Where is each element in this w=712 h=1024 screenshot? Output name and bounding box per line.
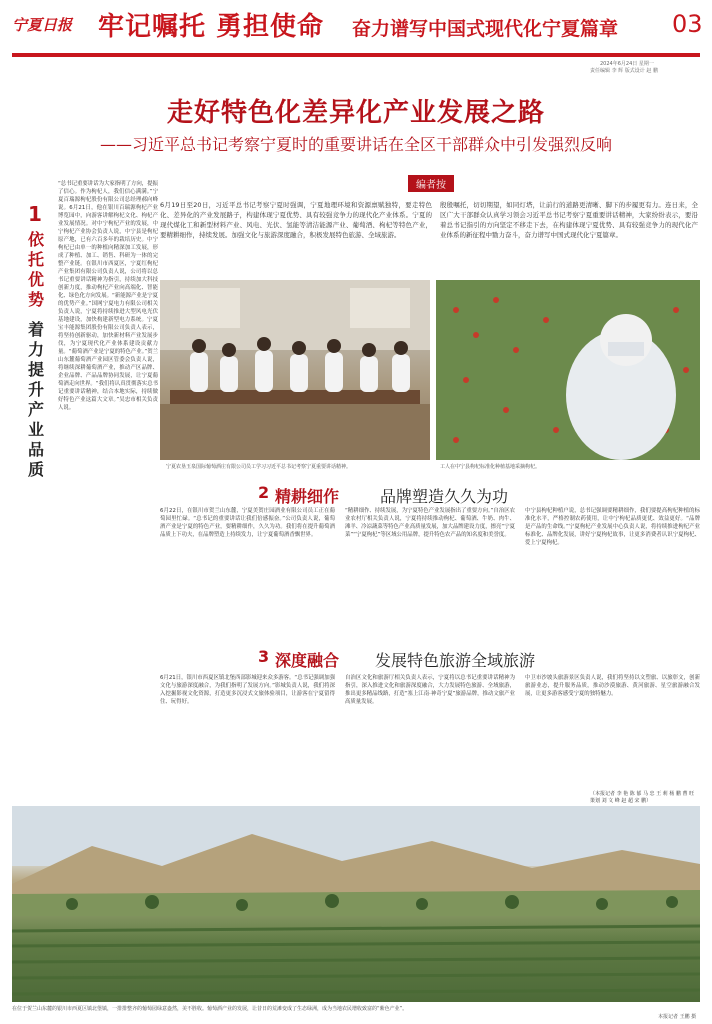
section-1-title-black: 着力提升产业品质 [28, 320, 45, 479]
photo-winery-illustration [160, 280, 430, 460]
masthead-divider [12, 53, 700, 57]
section-3-number: 3 [258, 647, 270, 666]
section-2-title-black: 品牌塑造久久为功 [380, 487, 509, 506]
editor-note-text-1: 6月19日至20日，习近平总书记考察宁夏时强调，宁夏地理环境和资源禀赋独特，要走特色化、差异化的产业发展路子，构建体现宁夏优势、具有较强竞争力的现代化产业体系。宁夏的现代煤化工和新型材料产业、风电、光伏、氢能等清洁能源产业、葡萄酒、枸杞等特色产业，要精耕细作，持续发展。加强文化与旅游深度融合，积极发展特色旅游、全域旅游。 [160, 201, 432, 239]
section-3-body-2: 自治区文化和旅游厅相关负责人表示，宁夏将以总书记重要讲话精神为指引，深入推进文化和旅游深度融合，大力发展特色旅游、全域旅游，推出更多精品线路，打造“塞上江南·神奇宁夏”旅游品牌，推动文旅产业高质量发展。 [345, 675, 515, 705]
section-3-title-red: 深度融合 [275, 651, 340, 670]
masthead-slogan-sub: 奋力谱写中国式现代化宁夏篇章 [352, 18, 619, 40]
editor-note-tag: 编者按 [408, 175, 454, 192]
section-3-body-1: 6月21日，银川市西夏区镇北堡西部影城迎来众多游客。“总书记强调加强文化与旅游深度融合，为我们指明了发展方向。”影城负责人说，我们将深入挖掘影视文化资源，打造更多沉浸式文旅体验项目，让游客在宁夏留得住、玩得好。 [160, 675, 335, 705]
photo-goji-harvest [436, 280, 700, 460]
photo-left-caption: 宁夏农垦玉泉国际葡萄酒庄有限公司员工学习习近平总书记考察宁夏重要讲话精神。 [166, 464, 352, 470]
masthead-slogan-main: 牢记嘱托 勇担使命 [98, 12, 325, 42]
section-1-number: 1 [28, 202, 42, 226]
section-2-body-2: “精耕细作、持续发展，为宁夏特色产业发展指出了重要方向。”自治区农业农村厅相关负责人说，宁夏将持续推动枸杞、葡萄酒、牛奶、肉牛、滩羊、冷凉蔬菜等特色产业高质量发展，加大品牌建设力度，擦亮“宁夏菜”“宁夏枸杞”等区域公用品牌，提升特色农产品的知名度和美誉度。 [345, 508, 515, 538]
reporter-byline: （本报记者 李 艳 陈 郁 马 忠 王 莉 杨 鹏 曹 旺 策划 刘 文 峰 赵 超 宋 鹏） [590, 791, 695, 804]
photo-credit: 本报记者 王鹏 摄 [658, 1014, 697, 1020]
section-2-title-red: 精耕细作 [275, 487, 340, 506]
photo-right-caption: 工人在中宁县枸杞标准化种植基地采摘枸杞。 [440, 464, 541, 470]
editor-note-text-2: 殷殷嘱托，切切期望，如同灯塔，让前行的道路更清晰、脚下的步履更有力。连日来，全区广大干部群众认真学习领会习近平总书记考察宁夏重要讲话精神，大家纷纷表示，要沿着总书记指引的方向坚定不移走下去，在构建体现宁夏优势、具有较强竞争力的现代化产业体系的新征程中勠力奋斗，奋力谱写中国式现代化宁夏篇章。 [440, 201, 698, 239]
section-2-body-1: 6月22日，在银川市贺兰山东麓，宁夏美贺庄园酒业有限公司员工正在葡萄园里忙碌。“总书记的重要讲话让我们倍感振奋。”公司负责人说，葡萄酒产业是宁夏的特色产业，要精耕细作，久久为功。我们将在提升葡萄酒品质上下功夫，在品牌塑造上持续发力，让宁夏葡萄酒香飘世界。 [160, 508, 335, 538]
section-1-body: “总书记重要讲话为大家指明了方向，提振了信心。作为枸杞人，我们信心满满。”宁夏百瑞源枸杞股份有限公司总经理郝向峰说。6月21日，他在银川百瑞源枸杞产业博览园中，向游客讲解枸杞文化、枸杞产业发展情况。对中宁枸杞产业的发展，中宁枸杞产业协会负责人说，中宁县是枸杞原产地，已有六百多年的栽培历史。中宁枸杞已由单一的种植向精深加工发展，形成了种植、加工、销售、科研为一体的完整产业链。在银川市西夏区，宁夏红枸杞产业集团有限公司负责人说，公司将以总书记重要讲话精神为指引，持续加大科技创新力度，推动枸杞产业向高端化、智能化、绿色化方向发展。“新能源产业是宁夏的优势产业。”国网宁夏电力有限公司相关负责人说，宁夏将持续推进大型风电光伏基地建设，加快构建新型电力系统。宁夏宝丰能源集团股份有限公司负责人表示，将坚持创新驱动，加快新材料产业发展步伐，为宁夏现代化产业体系建设贡献力量。“葡萄酒产业是宁夏的特色产业。”贺兰山东麓葡萄酒产业园区管委会负责人说，将继续深耕葡萄酒产业，推动产区品牌、企业品牌、产品品牌协同发展，让宁夏葡萄酒走向世界。“我们将认真贯彻落实总书记重要讲话精神，结合本地实际，持续做好特色产业这篇大文章。”吴忠市相关负责人说。 [58, 181, 158, 411]
editor-credits: 责任编辑 李 辉 版式设计 赵 鹏 [590, 68, 658, 74]
page-number: 03 [672, 10, 703, 38]
photo-winery-staff [160, 280, 430, 460]
article-headline: 走好特色化差异化产业发展之路 [166, 98, 545, 128]
section-3-title-black: 发展特色旅游全域旅游 [375, 651, 536, 670]
photo-vineyard-landscape [12, 806, 700, 1002]
photo-goji-illustration [436, 280, 700, 460]
section-2-body-3: 中宁县枸杞种植户说，总书记强调要精耕细作，我们要提高枸杞种植的标准化水平，严格控制农药使用，让中宁枸杞品质更优、效益更好。“品牌是产品的生命线。”宁夏枸杞产业发展中心负责人说，将持续推进枸杞产业标准化、品牌化发展，讲好宁夏枸杞故事，让更多消费者认识宁夏枸杞、爱上宁夏枸杞。 [525, 508, 700, 546]
article-subheadline: ——习近平总书记考察宁夏时的重要讲话在全区干部群众中引发强烈反响 [99, 135, 612, 154]
section-1-title-red: 依托优势 [28, 230, 45, 309]
newspaper-brand: 宁夏日报 [12, 16, 73, 34]
photo-vineyard-illustration [12, 806, 700, 1002]
section-2-number: 2 [258, 483, 270, 502]
dateline: 2024年6月24日 星期一 [600, 61, 654, 67]
section-3-body-3: 中卫市沙坡头旅游景区负责人说，我们将坚持以文塑旅、以旅彰文，创新旅游业态，提升服务品质，推动沙漠旅游、黄河旅游、星空旅游融合发展，让更多游客感受宁夏的独特魅力。 [525, 675, 700, 697]
photo-bottom-caption: 在位于贺兰山东麓的银川市西夏区镇北堡镇，一排排整齐的葡萄园绿意盎然，美不胜收。葡萄酒产业的发展，让昔日的荒滩变成了生态绿洲，成为当地农民增收致富的“紫色产业”。 [12, 1006, 408, 1012]
